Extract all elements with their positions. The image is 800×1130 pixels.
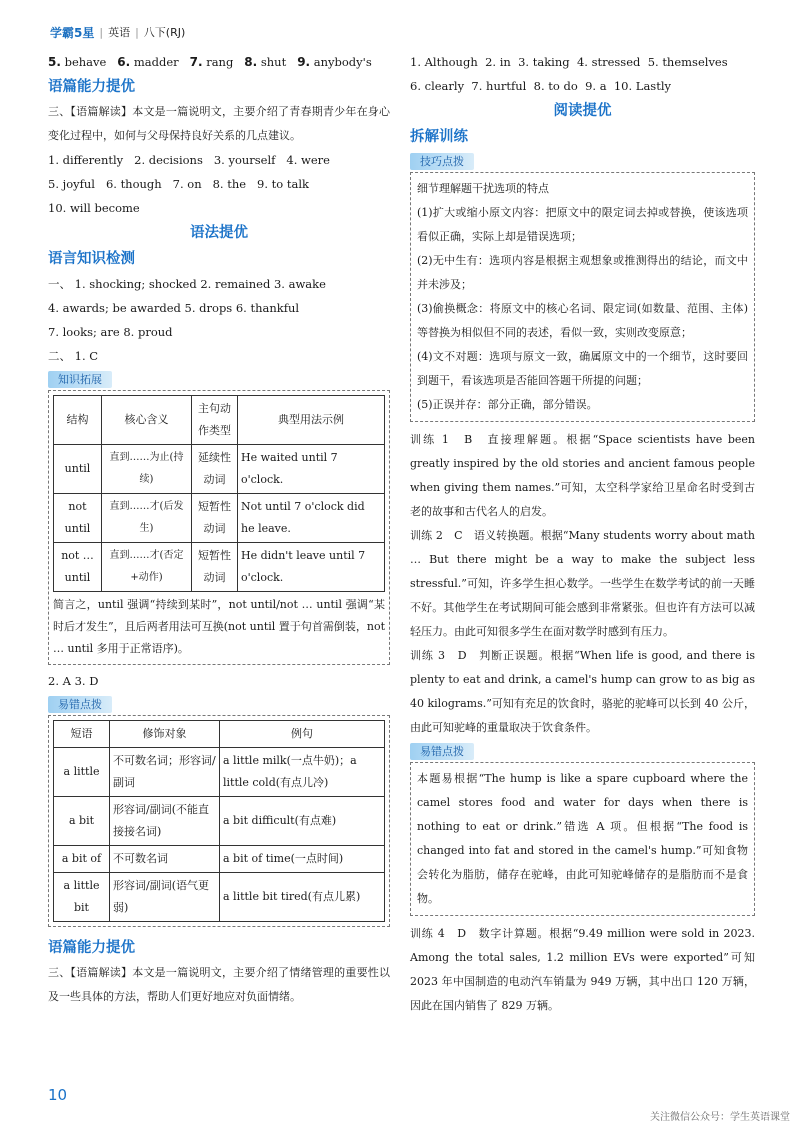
answer-line: 10. will become (48, 201, 140, 215)
page-header: 学霸5星 | 英语 | 八下(RJ) (50, 25, 186, 40)
table-note: 简言之，until 强调“持续到某时”，not until/not … until 强调“某时后才发生”，且后两者用法可互换(not until 置于句首需倒装，not … until 多用于正常语序)。 (53, 598, 385, 655)
page-number: 10 (48, 1086, 68, 1104)
answer-line: 4. awards; be awarded 5. drops 6. thankful (48, 301, 300, 315)
training-1: 训练 1 B 直接理解题。根据“Space scientists have been greatly inspired by the old stories and ancient famous people when giving them names.”可知，太空科学家给卫星命名时受到古老的故事和古代名人的启发。 (410, 433, 755, 518)
brand-logo: 学霸5星 (50, 25, 95, 40)
training-2: 训练 2 C 语义转换题。根据“Many students worry about math … But there might be a way to make the subject less stressful.”可知，许多学生担心数学。一些学生在数学考试的前一天睡不好。其他学生在考试期间可能会感到非常紧张。但也许有方法可以减轻压力。由此可知很多学生在面对数学时感到有压力。 (410, 529, 755, 638)
answer-line: 一、 1. shocking; shocked 2. remained 3. awake (48, 277, 326, 291)
table-row: not … until 直到……才(否定+动作) 短暂性动词 He didn't leave until 7 o'clock. (54, 543, 385, 592)
knowledge-tag: 知识拓展 (48, 371, 112, 388)
table-row: a little bit 形容词/副词(语气更弱) a little bit tired(有点儿累) (54, 873, 385, 922)
table-row: a little 不可数名词；形容词/副词 a little milk(一点牛奶)；a little cold(有点儿冷) (54, 748, 385, 797)
section-heading: 语篇能力提优 (48, 940, 135, 956)
section-heading: 语言知识检测 (48, 251, 135, 267)
table-row: a bit of 不可数名词 a bit of time(一点时间) (54, 846, 385, 873)
table-row: a bit 形容词/副词(不能直接接名词) a bit difficult(有点难) (54, 797, 385, 846)
training-3: 训练 3 D 判断正误题。根据“When life is good, and there is plenty to eat and drink, a camel's hump can grow to as big as 40 kilograms.”可知有充足的饮食时，骆驼的驼峰可以长到 40 公斤，由此可知驼峰的重量取决于饮食条件。 (410, 649, 755, 734)
error-box: 本题易根据“The hump is like a spare cupboard where the camel stores food and water for days when there is nothing to eat or drink.”错选 A 项。但根据“The food is changed into fat and stored in the camel's hump.”可知食物会转化为脂肪，储存在驼峰，由此可知驼峰储存的是脂肪而不是食物。 (410, 762, 755, 916)
section-heading-center: 阅读提优 (553, 103, 612, 119)
answer-line: 二、 1. C (48, 349, 99, 363)
tips-box: 细节理解题干扰选项的特点 (1)扩大或缩小原文内容：把原文中的限定词去掉或替换，使该选项看似正确，实际上却是错误选项； (2)无中生有：选项内容是根据主观想象或推测得出的结论，而文中并未涉及； (3)偷换概念：将原文中的核心名词、限定词(如数量、范围、主体)等替换为相似但不同的表述，看似一致，实则改变原意； (4)文不对题：选项与原文一致，确属原文中的一个细节，这时要回到题干，看该选项是否能回答题干所提的问题； (5)正误并存：部分正确，部分错误。 (410, 172, 755, 422)
table-row: not until 直到……才(后发生) 短暂性动词 Not until 7 o'clock did he leave. (54, 494, 385, 543)
grade: 八下(RJ) (143, 26, 186, 39)
answer-line: 5. joyful 6. though 7. on 8. the 9. to talk (48, 177, 309, 191)
table-row: until 直到……为止(持续) 延续性动词 He waited until 7 o'clock. (54, 445, 385, 494)
until-table: 结构 核心含义 主句动作类型 典型用法示例 until 直到……为止(持续) 延续性动词 He waited until 7 o'clock. not until 直到……才(后发生) 短暂性动词 Not until 7 o'clock did he leave. not … until 直到……才(否定+动作) 短暂性动词 He didn't leave until 7 o'clock. (53, 395, 385, 592)
right-column (410, 50, 755, 1018)
left-column (48, 50, 390, 1009)
footer-credit: 关注微信公众号：学生英语课堂 (650, 1112, 790, 1123)
a-little-table: 短语 修饰对象 例句 a little 不可数名词；形容词/副词 a little milk(一点牛奶)；a little cold(有点儿冷) a bit 形容词/副词(不能直接接名词) a bit difficult(有点难) a bit of 不可数名词 a bit of time(一点时间) a little bit 形容词/副词(语气更弱) a little bit tired(有点儿累) (53, 720, 385, 922)
answer-line: 6. clearly 7. hurtful 8. to do 9. a 10. Lastly (410, 79, 671, 93)
subject: 英语 (108, 26, 131, 39)
answer-line: 2. A 3. D (48, 674, 99, 688)
answer-line-top: 5. behave 6. madder 7. rang 8. shut 9. anybody's (48, 55, 372, 69)
section-heading-center: 语法提优 (190, 225, 248, 241)
passage-intro: 三、【语篇解读】本文是一篇说明文，主要介绍了青春期青少年在身心变化过程中，如何与父母保持良好关系的几点建议。 (48, 105, 390, 142)
answer-line: 7. looks; are 8. proud (48, 325, 173, 339)
error-tag: 易错点拨 (48, 696, 112, 713)
section-heading: 语篇能力提优 (48, 79, 135, 95)
section-heading: 拆解训练 (410, 129, 468, 145)
tips-tag: 技巧点拨 (410, 153, 474, 170)
error-box (48, 715, 390, 927)
answer-line: 1. differently 2. decisions 3. yourself 4. were (48, 153, 330, 167)
knowledge-box (48, 390, 390, 665)
passage-intro: 三、【语篇解读】本文是一篇说明文，主要介绍了情绪管理的重要性以及一些具体的方法，帮助人们更好地应对负面情绪。 (48, 966, 390, 1003)
error-tag: 易错点拨 (410, 743, 474, 760)
answer-line: 1. Although 2. in 3. taking 4. stressed 5. themselves (410, 55, 728, 69)
training-4: 训练 4 D 数字计算题。根据“9.49 million were sold in 2023. Among the total sales, 1.2 million EVs were exported”可知 2023 年中国制造的电动汽车销量为 949 万辆，其中出口 120 万辆，因此在国内销售了 829 万辆。 (410, 927, 755, 1012)
